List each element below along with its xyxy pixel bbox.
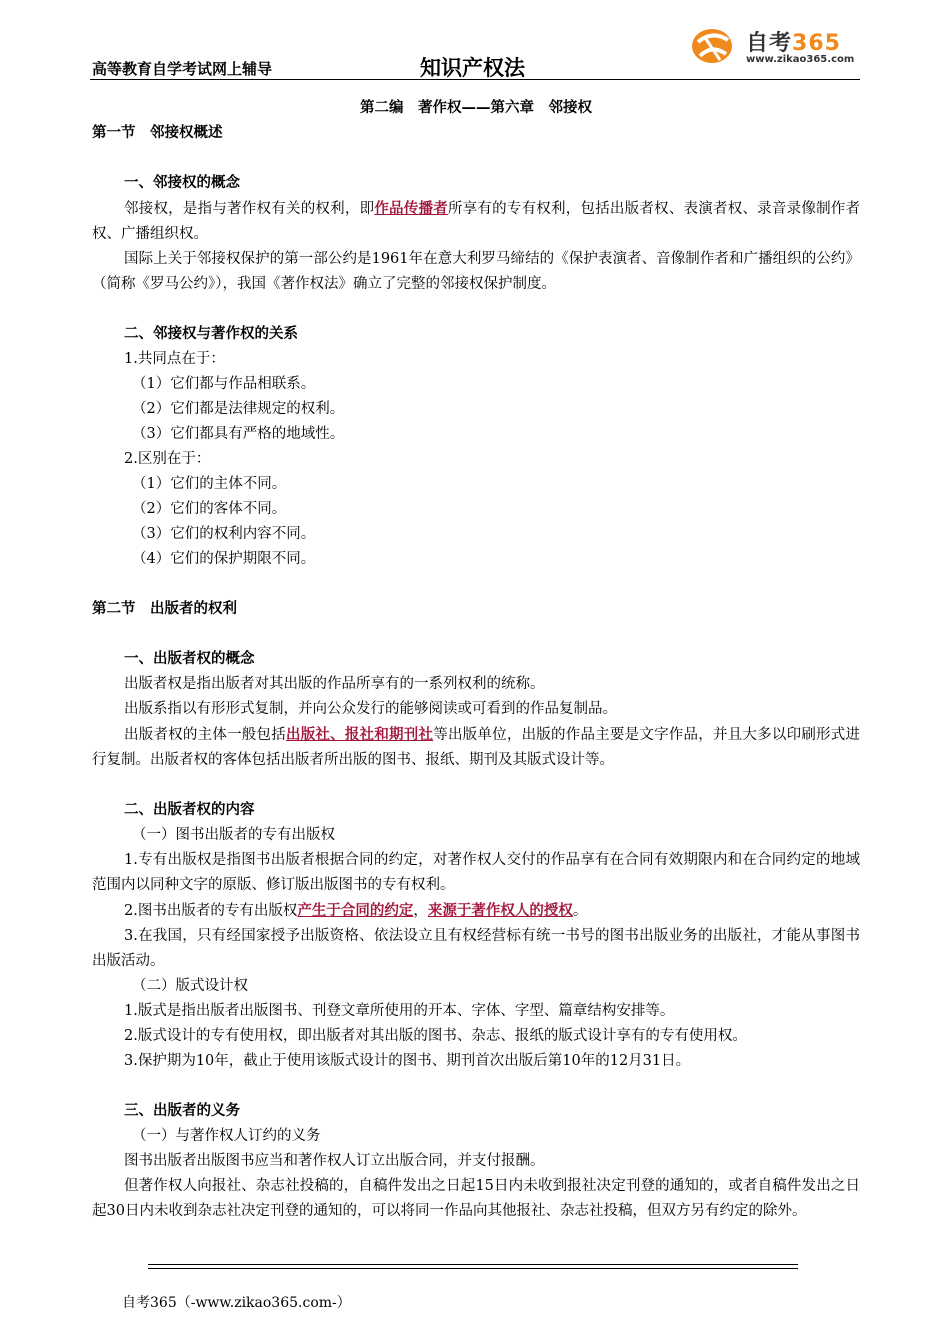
list-item: （3）它们的权利内容不同。 bbox=[132, 526, 316, 542]
list-item: （2）它们都是法律规定的权利。 bbox=[132, 401, 345, 417]
paragraph: 3.保护期为10年，截止于使用该版式设计的图书、期刊首次出版后第10年的12月31日。 bbox=[124, 1053, 691, 1069]
highlight-term: 来源于著作权人的授权 bbox=[427, 902, 573, 919]
list-item: （4）它们的保护期限不同。 bbox=[132, 551, 316, 567]
logo-text: 自考365 bbox=[746, 31, 841, 56]
common-points-label: 1.共同点在于： bbox=[124, 351, 225, 367]
list-item: （1）它们都与作品相联系。 bbox=[132, 376, 316, 392]
highlight-term: 出版社、报社和期刊社 bbox=[285, 726, 434, 743]
section-2-title: 第二节 出版者的权利 bbox=[92, 601, 237, 617]
paragraph: 但著作权人向报社、杂志社投稿的，自稿件发出之日起15日内未收到报社决定刊登的通知的，或者自稿件发出之日起30日内未收到杂志社决定刊登的通知的，可以将同一作品向其他报社、杂志社投稿，但双方另有约定的除外。 bbox=[92, 1178, 860, 1219]
s1-paragraph-2: 国际上关于邻接权保护的第一部公约是1961年在意大利罗马缔结的《保护表演者、音像制作者和广播组织的公约》（简称《罗马公约》），我国《著作权法》确立了完整的邻接权保护制度。 bbox=[92, 251, 860, 292]
s1-heading-1: 一、邻接权的概念 bbox=[124, 175, 240, 191]
header-subject-title: 知识产权法 bbox=[420, 56, 525, 80]
paragraph: 2.版式设计的专有使用权，即出版者对其出版的图书、杂志、报纸的版式设计享有的专有使用权。 bbox=[124, 1028, 747, 1044]
s2-heading-1: 一、出版者权的概念 bbox=[124, 651, 255, 667]
s2-paragraph-3: 出版者权的主体一般包括出版社、报社和期刊社等出版单位，出版的作品主要是文字作品，并且大多以印刷形式进行复制。出版者权的客体包括出版者所出版的图书、报纸、期刊及其版式设计等。 bbox=[92, 726, 861, 768]
footer-divider bbox=[148, 1264, 798, 1269]
difference-label: 2.区别在于： bbox=[124, 451, 211, 467]
document-body bbox=[92, 96, 860, 1224]
footer-text: 自考365（-www.zikao365.com-） bbox=[122, 1295, 351, 1311]
s2-paragraph-1: 出版者权是指出版者对其出版的作品所享有的一系列权利的统称。 bbox=[124, 676, 545, 692]
paragraph: 2.图书出版者的专有出版权产生于合同的约定，来源于著作权人的授权。 bbox=[124, 902, 588, 919]
section-1-title: 第一节 邻接权概述 bbox=[92, 125, 223, 141]
s2-paragraph-2: 出版系指以有形形式复制，并向公众发行的能够阅读或可看到的作品复制品。 bbox=[124, 701, 617, 717]
header-left-title: 高等教育自学考试网上辅导 bbox=[92, 60, 273, 78]
subsection-title: （二）版式设计权 bbox=[132, 978, 248, 994]
subsection-title: （一）与著作权人订约的义务 bbox=[132, 1128, 321, 1144]
list-item: （1）它们的主体不同。 bbox=[132, 476, 287, 492]
s2-heading-2: 二、出版者权的内容 bbox=[124, 802, 255, 818]
paragraph: 3.在我国，只有经国家授予出版资格、依法设立且有权经营标有统一书号的图书出版业务的出版社，才能从事图书出版活动。 bbox=[92, 928, 860, 969]
paragraph: 1.版式是指出版者出版图书、刊登文章所使用的开本、字体、字型、篇章结构安排等。 bbox=[124, 1003, 675, 1019]
list-item: （3）它们都具有严格的地域性。 bbox=[132, 426, 345, 442]
s1-paragraph-1: 邻接权，是指与著作权有关的权利，即作品传播者所享有的专有权利，包括出版者权、表演者权、录音录像制作者权、广播组织权。 bbox=[92, 200, 861, 242]
paragraph: 1.专有出版权是指图书出版者根据合同的约定，对著作权人交付的作品享有在合同有效期限内和在合同约定的地域范围内以同种文字的原版、修订版出版图书的专有权利。 bbox=[92, 852, 860, 893]
highlight-term: 作品传播者 bbox=[374, 200, 448, 217]
logo-url: www.zikao365.com bbox=[746, 54, 855, 65]
subsection-title: （一）图书出版者的专有出版权 bbox=[132, 827, 335, 843]
s1-heading-2: 二、邻接权与著作权的关系 bbox=[124, 326, 298, 342]
highlight-term: 产生于合同的约定 bbox=[297, 902, 414, 919]
s2-heading-3: 三、出版者的义务 bbox=[124, 1103, 240, 1119]
paragraph: 图书出版者出版图书应当和著作权人订立出版合同，并支付报酬。 bbox=[124, 1153, 545, 1169]
list-item: （2）它们的客体不同。 bbox=[132, 501, 287, 517]
header-divider bbox=[90, 79, 860, 80]
chapter-title: 第二编 著作权——第六章 邻接权 bbox=[360, 100, 592, 116]
